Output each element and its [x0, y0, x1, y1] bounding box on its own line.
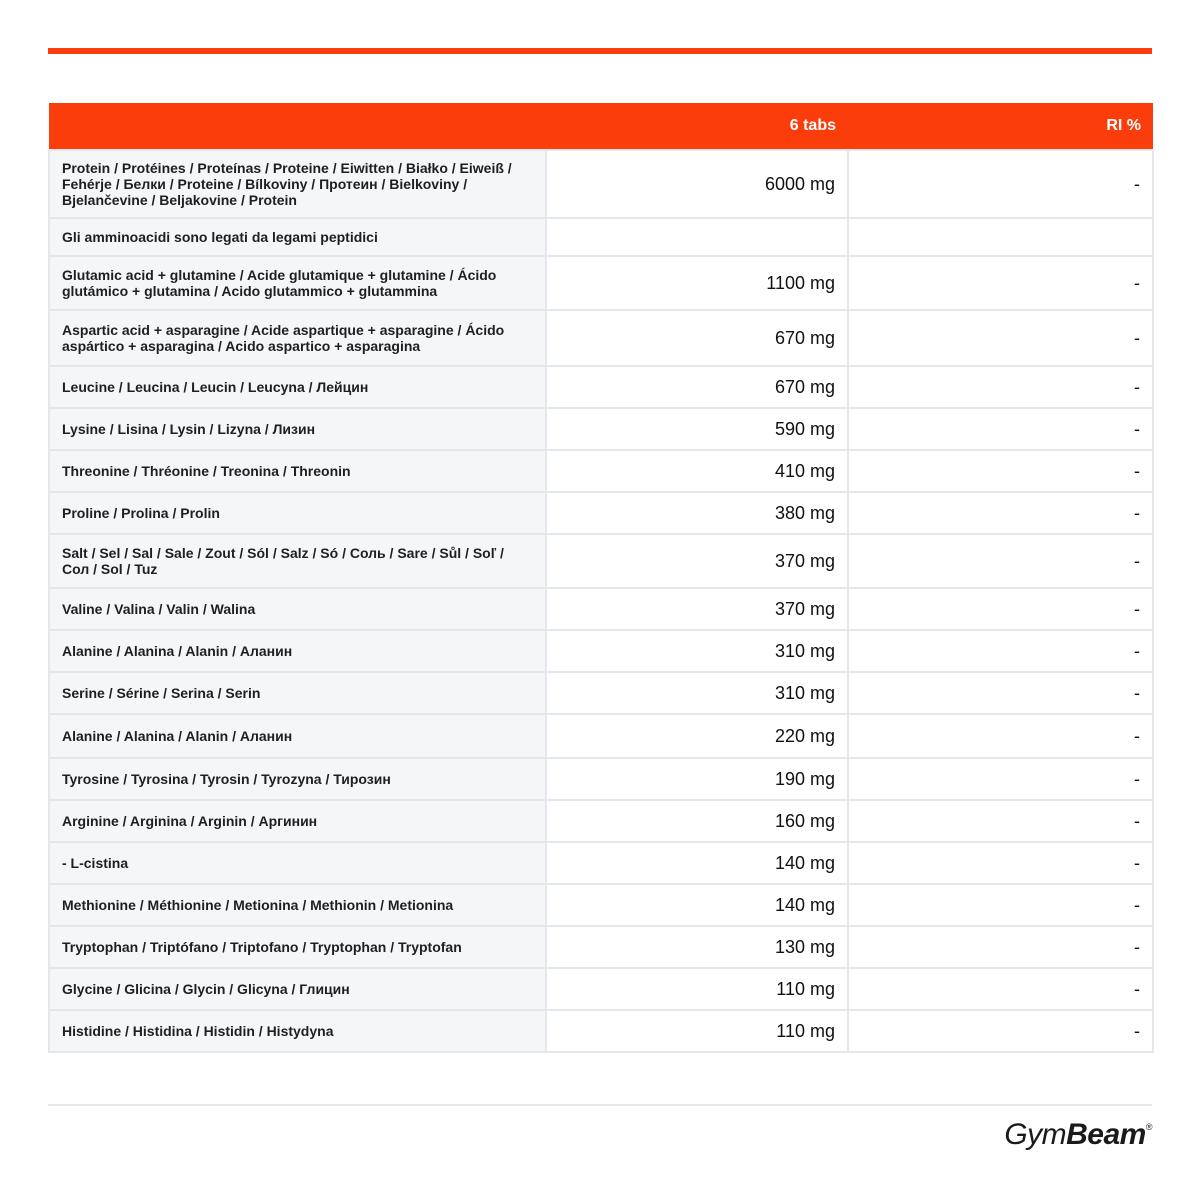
nutrient-ri: -: [848, 630, 1153, 672]
top-accent-bar: [48, 48, 1152, 54]
nutrient-amount: 110 mg: [546, 1010, 848, 1052]
nutrient-amount: 130 mg: [546, 926, 848, 968]
nutrient-ri: -: [848, 366, 1153, 408]
nutrient-ri: -: [848, 450, 1153, 492]
nutrient-amount: 590 mg: [546, 408, 848, 450]
nutrient-name: Alanine / Alanina / Alanin / Аланин: [49, 714, 546, 758]
table-row: [49, 968, 1153, 1010]
table-row: [49, 884, 1153, 926]
nutrient-ri: -: [848, 758, 1153, 800]
nutrient-name: Aspartic acid + asparagine / Acide aspartique + asparagine / Ácido aspártico + asparagina / Acido aspartico + asparagina: [49, 310, 546, 366]
table-row: [49, 408, 1153, 450]
nutrient-ri: -: [848, 968, 1153, 1010]
nutrient-name: Protein / Protéines / Proteínas / Proteine / Eiwitten / Białko / Eiweiß / Fehérje / Белки / Proteine / Bílkoviny / Протеин / Bielkoviny / Bjelančevine / Beljakovine / Protein: [49, 150, 546, 218]
table-row: [49, 450, 1153, 492]
nutrient-amount: 670 mg: [546, 310, 848, 366]
logo-registered-mark: ®: [1145, 1122, 1152, 1132]
nutrient-name: Leucine / Leucina / Leucin / Leucyna / Лейцин: [49, 366, 546, 408]
nutrient-name: Glycine / Glicina / Glycin / Glicyna / Глицин: [49, 968, 546, 1010]
logo-part-beam: Beam: [1066, 1118, 1146, 1151]
gymbeam-logo: [1004, 1118, 1152, 1152]
table-row: [49, 492, 1153, 534]
nutrient-ri: -: [848, 256, 1153, 310]
table-row: [49, 714, 1153, 758]
nutrient-name: Glutamic acid + glutamine / Acide glutamique + glutamine / Ácido glutámico + glutamina / Acido glutammico + glutammina: [49, 256, 546, 310]
nutrient-ri: -: [848, 926, 1153, 968]
nutrient-ri: -: [848, 1010, 1153, 1052]
nutrient-amount: 1100 mg: [546, 256, 848, 310]
nutrient-amount: 190 mg: [546, 758, 848, 800]
nutrient-ri: -: [848, 672, 1153, 714]
nutrient-ri: -: [848, 492, 1153, 534]
nutrient-amount: [546, 218, 848, 256]
table-row: [49, 218, 1153, 256]
nutrient-name: - L-cistina: [49, 842, 546, 884]
nutrient-name: Tyrosine / Tyrosina / Tyrosin / Tyrozyna / Тирозин: [49, 758, 546, 800]
nutrient-ri: -: [848, 588, 1153, 630]
nutrient-amount: 370 mg: [546, 588, 848, 630]
table-row: [49, 926, 1153, 968]
nutrient-ri: -: [848, 714, 1153, 758]
nutrient-ri: -: [848, 310, 1153, 366]
table-row: [49, 366, 1153, 408]
nutrient-amount: 160 mg: [546, 800, 848, 842]
nutrient-amount: 370 mg: [546, 534, 848, 588]
nutrition-table-container: [48, 103, 1152, 1053]
nutrient-name: Proline / Prolina / Prolin: [49, 492, 546, 534]
header-ri: RI %: [848, 103, 1153, 150]
header-name: [49, 103, 546, 150]
nutrient-name: Threonine / Thréonine / Treonina / Threonin: [49, 450, 546, 492]
nutrient-ri: -: [848, 842, 1153, 884]
nutrient-name: Gli amminoacidi sono legati da legami peptidici: [49, 218, 546, 256]
nutrient-name: Arginine / Arginina / Arginin / Аргинин: [49, 800, 546, 842]
nutrition-table: [48, 103, 1154, 1053]
nutrient-ri: -: [848, 534, 1153, 588]
table-row: [49, 588, 1153, 630]
nutrient-name: Methionine / Méthionine / Metionina / Methionin / Metionina: [49, 884, 546, 926]
nutrient-amount: 110 mg: [546, 968, 848, 1010]
table-row: [49, 800, 1153, 842]
nutrient-amount: 410 mg: [546, 450, 848, 492]
nutrient-amount: 310 mg: [546, 672, 848, 714]
table-row: [49, 534, 1153, 588]
nutrient-amount: 6000 mg: [546, 150, 848, 218]
nutrient-name: Valine / Valina / Valin / Walina: [49, 588, 546, 630]
nutrient-ri: [848, 218, 1153, 256]
logo-part-gym: Gym: [1004, 1118, 1067, 1151]
nutrient-name: Histidine / Histidina / Histidin / Histydyna: [49, 1010, 546, 1052]
nutrient-name: Salt / Sel / Sal / Sale / Zout / Sól / Salz / Só / Соль / Sare / Sůl / Soľ / Сол / Sol / Tuz: [49, 534, 546, 588]
nutrient-amount: 310 mg: [546, 630, 848, 672]
nutrient-ri: -: [848, 408, 1153, 450]
table-row: [49, 758, 1153, 800]
nutrient-name: Tryptophan / Triptófano / Triptofano / Tryptophan / Tryptofan: [49, 926, 546, 968]
nutrient-amount: 670 mg: [546, 366, 848, 408]
nutrient-amount: 220 mg: [546, 714, 848, 758]
table-row: [49, 1010, 1153, 1052]
header-amount: 6 tabs: [546, 103, 848, 150]
nutrient-name: Alanine / Alanina / Alanin / Аланин: [49, 630, 546, 672]
nutrient-name: Lysine / Lisina / Lysin / Lizyna / Лизин: [49, 408, 546, 450]
nutrient-ri: -: [848, 800, 1153, 842]
table-row: [49, 630, 1153, 672]
nutrient-name: Serine / Sérine / Serina / Serin: [49, 672, 546, 714]
table-row: [49, 150, 1153, 218]
nutrient-amount: 140 mg: [546, 884, 848, 926]
nutrient-amount: 380 mg: [546, 492, 848, 534]
table-row: [49, 842, 1153, 884]
nutrient-ri: -: [848, 884, 1153, 926]
table-row: [49, 256, 1153, 310]
nutrient-ri: -: [848, 150, 1153, 218]
table-row: [49, 672, 1153, 714]
footer-divider: [48, 1104, 1152, 1106]
table-header-row: [49, 103, 1153, 150]
nutrient-amount: 140 mg: [546, 842, 848, 884]
table-row: [49, 310, 1153, 366]
